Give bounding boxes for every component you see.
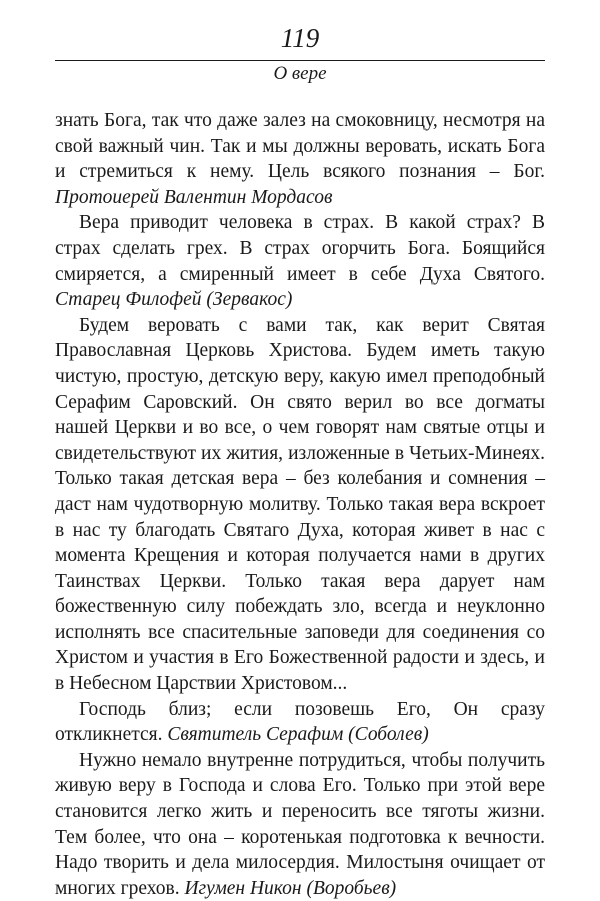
paragraph-text: Будем веровать с вами так, как верит Святая Православная Церковь Христова. Будем иметь такую чистую, простую, детскую веру, какую имел преподобный Серафим Саровский. Он свято верил во все догматы нашей Церкви и во все, о чем говорят нам святые отцы и свидетельствуют их жития, изложенные в Четьих-Минеях. Только такая детская вера – без колебания и сомнения – даст нам чудотворную молитву. Только такая вера вскроет в нас ту благодать Святаго Духа, которая живет в нас с момента Крещения и которая получается нами в других Таинствах Церкви. Только такая вера дарует нам божественную силу побеждать зло, всегда и неуклонно исполнять все спасительные заповеди для соединения со Христом и участия в Его Божественной радости и здесь, и в Небесном Царствии Христовом...	[55, 314, 545, 695]
quote-author: Протоиерей Валентин Мордасов	[55, 186, 333, 208]
paragraph-3	[55, 313, 545, 697]
running-title: О вере	[273, 63, 327, 84]
body-text	[55, 108, 545, 901]
quote-author: Святитель Серафим (Соболев)	[167, 724, 429, 746]
paragraph-5	[55, 748, 545, 901]
paragraph-text: Господь близ; если позовешь Его, Он сразу откликнется.	[55, 698, 545, 746]
header-rule	[55, 60, 545, 61]
paragraph-1	[55, 108, 545, 210]
paragraph-text: Нужно немало внутренне потрудиться, чтобы получить живую веру в Господа и слова Его. Только при этой вере становится легко жить и переносить все тяготы жизни. Тем более, что она – коротенькая подготовка к вечности. Надо творить и дела милосердия. Милостыня очищает от многих грехов.	[55, 749, 545, 899]
page-number: 119	[280, 23, 320, 53]
quote-author: Старец Филофей (Зервакос)	[55, 289, 293, 311]
paragraph-text: Вера приводит человека в страх. В какой страх? В страх сделать грех. В страх огорчить Бога. Боящийся смиряется, а смиренный имеет в себе Духа Святого.	[55, 212, 545, 285]
paragraph-4	[55, 697, 545, 748]
quote-author: Игумен Никон (Воробьев)	[184, 877, 397, 899]
paragraph-text: знать Бога, так что даже залез на смоковницу, несмотря на свой важный чин. Так и мы должны веровать, искать Бога и стремиться к нему. Цель всякого познания – Бог.	[55, 110, 545, 183]
paragraph-2	[55, 210, 545, 312]
